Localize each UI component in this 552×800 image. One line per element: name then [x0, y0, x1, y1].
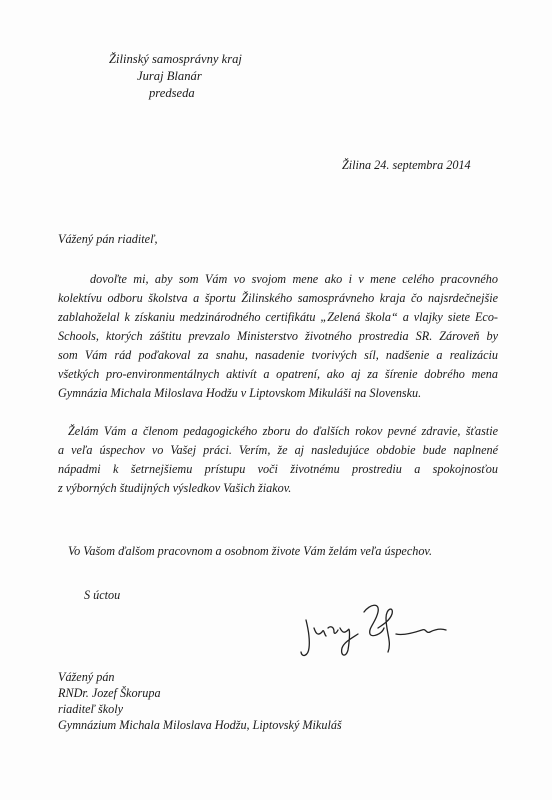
- paragraph-2-line: z výborných študijných výsledkov Vašich žiakov.: [58, 481, 292, 495]
- recipient-name: RNDr. Jozef Škorupa: [58, 686, 161, 700]
- closing: S úctou: [84, 588, 121, 602]
- paragraph-1-line: som Vám rád poďakoval za snahu, nasadenie tvorivých síl, nadšenie a realizáciu: [58, 348, 498, 362]
- sender-name: Juraj Blanár: [137, 69, 202, 83]
- sender-position: predseda: [149, 86, 195, 100]
- paragraph-1-line: Gymnázia Michala Miloslava Hodžu v Liptovskom Mikuláši na Slovensku.: [58, 386, 422, 400]
- paragraph-3: Vo Vašom ďalšom pracovnom a osobnom živote Vám želám veľa úspechov.: [68, 544, 432, 558]
- handwritten-signature: [300, 598, 450, 668]
- paragraph-1-line: dovoľte mi, aby som Vám vo svojom mene ako i v mene celého pracovného: [90, 272, 498, 286]
- recipient-salutation: Vážený pán: [58, 670, 115, 684]
- sender-organization: Žilinský samosprávny kraj: [109, 52, 242, 66]
- paragraph-2-line: Želám Vám a členom pedagogického zboru do ďalších rokov pevné zdravie, šťastie: [68, 424, 498, 438]
- paragraph-2-line: nápadmi k šetrnejšiemu prístupu voči životnému prostrediu a spokojnosťou: [58, 462, 498, 476]
- salutation: Vážený pán riaditeľ,: [58, 232, 158, 246]
- place-date: Žilina 24. septembra 2014: [342, 158, 471, 172]
- paragraph-1-line: Schools, ktorých záštitu prevzalo Ministerstvo životného prostredia SR. Zároveň by: [58, 329, 498, 343]
- recipient-institution: Gymnázium Michala Miloslava Hodžu, Liptovský Mikuláš: [58, 718, 342, 732]
- paragraph-2-line: a veľa úspechov vo Vašej práci. Verím, že aj nasledujúce obdobie bude naplnené: [58, 443, 498, 457]
- paragraph-1-line: kolektívu odboru školstva a športu Žilinského samosprávneho kraja čo najsrdečnejšie: [58, 291, 498, 305]
- paragraph-1-line: zablahoželal k získaniu medzinárodného certifikátu „Zelená škola“ a vlajky siete Eco-: [58, 310, 498, 324]
- recipient-title: riaditeľ školy: [58, 702, 124, 716]
- paragraph-1-line: všetkých pro-environmentálnych aktivít a opatrení, ako aj za šírenie dobrého mena: [58, 367, 498, 381]
